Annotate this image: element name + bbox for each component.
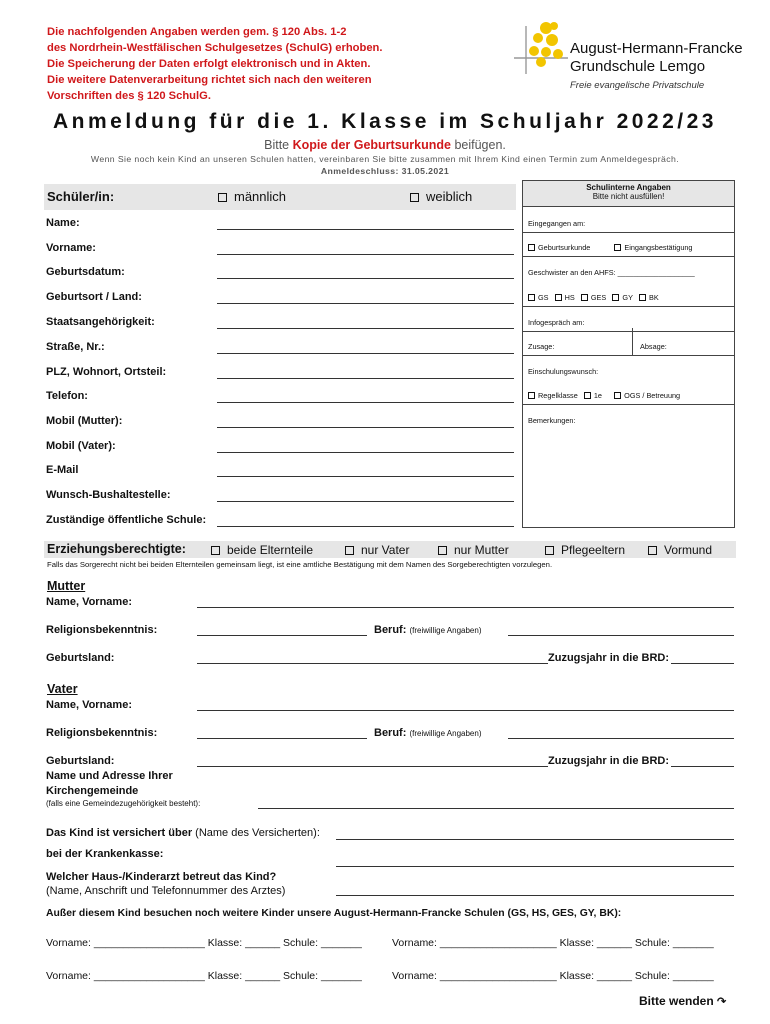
deadline-text: Anmeldeschluss: 31.05.2021 xyxy=(320,166,450,176)
doctor-input[interactable] xyxy=(336,895,734,896)
mother-religion-input[interactable] xyxy=(197,635,367,636)
church-note: (falls eine Gemeindezugehörigkeit besteht): xyxy=(46,799,201,808)
mother-job-input[interactable] xyxy=(508,635,734,636)
field-label-mobile-mother: Mobil (Mutter): xyxy=(46,415,123,427)
doctor-note: (Name, Anschrift und Telefonnummer des Arztes) xyxy=(46,885,286,897)
guardian-father-option[interactable] xyxy=(345,543,409,557)
school-tagline: Freie evangelische Privatschule xyxy=(570,80,705,91)
class-1e-label: 1e xyxy=(593,391,602,400)
hs-label: HS xyxy=(564,293,575,302)
page-title: Anmeldung für die 1. Klasse im Schuljahr 2022/23 xyxy=(52,110,717,133)
female-label: weiblich xyxy=(426,189,473,204)
siblings-heading: Außer diesem Kind besuchen noch weitere Kinder unsere August-Hermann-Francke Schulen (GS, HS, GES, GY, BK): xyxy=(46,908,622,919)
phone-input[interactable] xyxy=(217,402,514,403)
guardian-mother-checkbox[interactable] xyxy=(438,546,447,555)
male-label: männlich xyxy=(234,189,287,204)
firstname-input[interactable] xyxy=(217,254,514,255)
turn-arrow-icon: ↷ xyxy=(717,996,727,1008)
male-option[interactable] xyxy=(218,189,286,204)
birthcert-checkbox[interactable] xyxy=(528,244,535,251)
school-name-2: Grundschule Lemgo xyxy=(570,58,706,75)
ges-checkbox[interactable] xyxy=(581,294,588,301)
father-name-label: Name, Vorname: xyxy=(46,699,132,711)
subtitle xyxy=(0,138,770,152)
doctor-label: Welcher Haus-/Kinderarzt betreut das Kind? xyxy=(46,871,277,883)
father-country-label: Geburtsland: xyxy=(46,755,115,767)
receipt-label: Eingangsbestätigung xyxy=(624,243,693,252)
mother-name-input[interactable] xyxy=(197,607,734,608)
church-input[interactable] xyxy=(258,808,734,809)
insurance-company-label: bei der Krankenkasse: xyxy=(46,848,164,860)
accept-label: Zusage: xyxy=(528,342,555,351)
received-row xyxy=(522,219,735,233)
notice-line: Vorschriften des § 120 SchulG. xyxy=(47,90,211,102)
school-logo-icon xyxy=(510,18,572,76)
internal-title: Schulinterne Angaben xyxy=(586,183,671,192)
internal-subtitle: Bitte nicht ausfüllen! xyxy=(592,192,665,201)
footer-text: Bitte wenden xyxy=(639,994,714,1008)
student-heading: Schüler/in: xyxy=(47,189,115,204)
guardians-heading: Erziehungsberechtigte: xyxy=(47,542,186,556)
field-label-nationality: Staatsangehörigkeit: xyxy=(46,316,155,328)
city-input[interactable] xyxy=(217,378,514,379)
documents-row xyxy=(522,243,735,257)
guardian-legal-option[interactable] xyxy=(648,543,712,557)
siblings-row xyxy=(522,268,735,282)
guardian-foster-label: Pflegeeltern xyxy=(561,543,626,557)
field-label-phone: Telefon: xyxy=(46,390,88,402)
field-label-firstname: Vorname: xyxy=(46,242,96,254)
guardian-foster-option[interactable] xyxy=(545,543,625,557)
regular-class-label: Regelklasse xyxy=(538,391,578,400)
guardian-mother-label: nur Mutter xyxy=(454,543,509,557)
church-label: Name und Adresse Ihrer xyxy=(46,770,173,782)
insured-input[interactable] xyxy=(336,839,734,840)
sibling-row-1-left[interactable]: Vorname: ___________________ Klasse: ______ Schule: _______ xyxy=(46,937,362,949)
class-1e-checkbox[interactable] xyxy=(584,392,591,399)
mother-name-label: Name, Vorname: xyxy=(46,596,132,608)
guardian-both-checkbox[interactable] xyxy=(211,546,220,555)
father-job-label: Beruf: xyxy=(374,727,407,739)
privacy-notice xyxy=(47,24,383,104)
mother-job-label: Beruf: xyxy=(374,624,407,636)
school-name: August-Hermann-Francke xyxy=(570,40,743,57)
mother-heading: Mutter xyxy=(47,579,86,593)
subtitle-pre: Bitte xyxy=(264,138,293,152)
insured-label: Das Kind ist versichert über xyxy=(46,827,193,839)
reject-label: Absage: xyxy=(640,342,667,351)
hs-checkbox[interactable] xyxy=(555,294,562,301)
ges-label: GES xyxy=(590,293,607,302)
received-label: Eingegangen am: xyxy=(528,219,586,228)
subtitle-post: beifügen. xyxy=(450,138,506,152)
male-checkbox[interactable] xyxy=(218,193,227,202)
church-label-2: Kirchengemeinde xyxy=(46,785,139,797)
birthplace-input[interactable] xyxy=(217,303,514,304)
remarks-row xyxy=(522,416,735,430)
remarks-label: Bemerkungen: xyxy=(528,416,576,425)
subtitle-highlight: Kopie der Geburtsurkunde xyxy=(292,138,451,152)
father-religion-label: Religionsbekenntnis: xyxy=(46,727,158,739)
insurance-company-input[interactable] xyxy=(336,866,734,867)
birthcert-label: Geburtsurkunde xyxy=(538,243,591,252)
ogs-checkbox[interactable] xyxy=(614,392,621,399)
field-label-birthplace: Geburtsort / Land: xyxy=(46,291,142,303)
field-label-city: PLZ, Wohnort, Ortsteil: xyxy=(46,366,167,378)
field-label-busstop: Wunsch-Bushaltestelle: xyxy=(46,489,171,501)
gy-checkbox[interactable] xyxy=(612,294,619,301)
guardian-both-label: beide Elternteile xyxy=(227,543,314,557)
bk-label: BK xyxy=(649,293,659,302)
birthdate-input[interactable] xyxy=(217,278,514,279)
wish-row xyxy=(522,367,735,381)
mother-religion-label: Religionsbekenntnis: xyxy=(46,624,158,636)
field-label-birthdate: Geburtsdatum: xyxy=(46,266,125,278)
mother-job-note: (freiwillige Angaben) xyxy=(409,626,482,635)
info-text: Wenn Sie noch kein Kind an unseren Schulen hatten, vereinbaren Sie bitte zusammen mit Ihrem Kind einen Termin zum Anmeldegespräch. xyxy=(90,154,680,164)
field-label-public-school: Zuständige öffentliche Schule: xyxy=(46,514,207,526)
notice-line: Die nachfolgenden Angaben werden gem. § 120 Abs. 1-2 xyxy=(47,26,347,38)
interview-row xyxy=(522,318,735,332)
class-options-row xyxy=(522,391,735,405)
interview-label: Infogespräch am: xyxy=(528,318,585,327)
please-turn-over xyxy=(639,994,726,1008)
guardian-mother-option[interactable] xyxy=(438,543,509,557)
gy-label: GY xyxy=(622,293,633,302)
nationality-input[interactable] xyxy=(217,328,514,329)
field-label-email: E-Mail xyxy=(46,464,79,476)
father-job-note: (freiwillige Angaben) xyxy=(409,729,482,738)
bk-checkbox[interactable] xyxy=(639,294,646,301)
mobile-father-input[interactable] xyxy=(217,452,514,453)
regular-class-checkbox[interactable] xyxy=(528,392,535,399)
public-school-input[interactable] xyxy=(217,526,514,527)
notice-line: Die weitere Datenverarbeitung richtet sich nach den weiteren xyxy=(47,74,372,86)
receipt-checkbox[interactable] xyxy=(614,244,621,251)
guardian-father-label: nur Vater xyxy=(361,543,410,557)
notice-line: des Nordrhein-Westfälischen Schulgesetzes (SchulG) erhoben. xyxy=(47,42,383,54)
internal-header xyxy=(523,181,734,207)
ogs-label: OGS / Betreuung xyxy=(624,391,681,400)
field-label-mobile-father: Mobil (Vater): xyxy=(46,440,116,452)
father-heading: Vater xyxy=(47,682,78,696)
sibling-row-1-right[interactable]: Vorname: ____________________ Klasse: ______ Schule: _______ xyxy=(392,937,714,949)
notice-line: Die Speicherung der Daten erfolgt elektronisch und in Akten. xyxy=(47,58,371,70)
father-year-label: Zuzugsjahr in die BRD: xyxy=(548,755,669,767)
guardian-both-option[interactable] xyxy=(211,543,313,557)
mother-year-label: Zuzugsjahr in die BRD: xyxy=(548,652,669,664)
sibling-row-2-right[interactable]: Vorname: ____________________ Klasse: ______ Schule: _______ xyxy=(392,970,714,982)
father-name-input[interactable] xyxy=(197,710,734,711)
busstop-input[interactable] xyxy=(217,501,514,502)
female-checkbox[interactable] xyxy=(410,193,419,202)
schooltype-row xyxy=(522,293,735,307)
insured-note: (Name des Versicherten): xyxy=(195,827,320,839)
gs-label: GS xyxy=(538,293,549,302)
guardians-note: Falls das Sorgerecht nicht bei beiden Elternteilen gemeinsam liegt, ist eine amtliche Bestätigung mit dem Namen des Sorgeberechtigten vorzulegen. xyxy=(47,560,553,569)
siblings-internal-label: Geschwister an den AHFS: ___________________ xyxy=(528,268,695,277)
guardian-father-checkbox[interactable] xyxy=(345,546,354,555)
female-option[interactable] xyxy=(410,189,472,204)
sibling-row-2-left[interactable]: Vorname: ___________________ Klasse: ______ Schule: _______ xyxy=(46,970,362,982)
mobile-mother-input[interactable] xyxy=(217,427,514,428)
street-input[interactable] xyxy=(217,353,514,354)
email-input[interactable] xyxy=(217,476,514,477)
gs-checkbox[interactable] xyxy=(528,294,535,301)
field-label-name: Name: xyxy=(46,217,80,229)
guardian-foster-checkbox[interactable] xyxy=(545,546,554,555)
mother-country-label: Geburtsland: xyxy=(46,652,115,664)
decision-row xyxy=(522,342,735,356)
field-label-street: Straße, Nr.: xyxy=(46,341,105,353)
wish-label: Einschulungswunsch: xyxy=(528,367,599,376)
father-religion-input[interactable] xyxy=(197,738,367,739)
father-job-input[interactable] xyxy=(508,738,734,739)
guardian-legal-label: Vormund xyxy=(664,543,713,557)
decision-divider xyxy=(632,328,633,356)
name-input[interactable] xyxy=(217,229,514,230)
guardian-legal-checkbox[interactable] xyxy=(648,546,657,555)
